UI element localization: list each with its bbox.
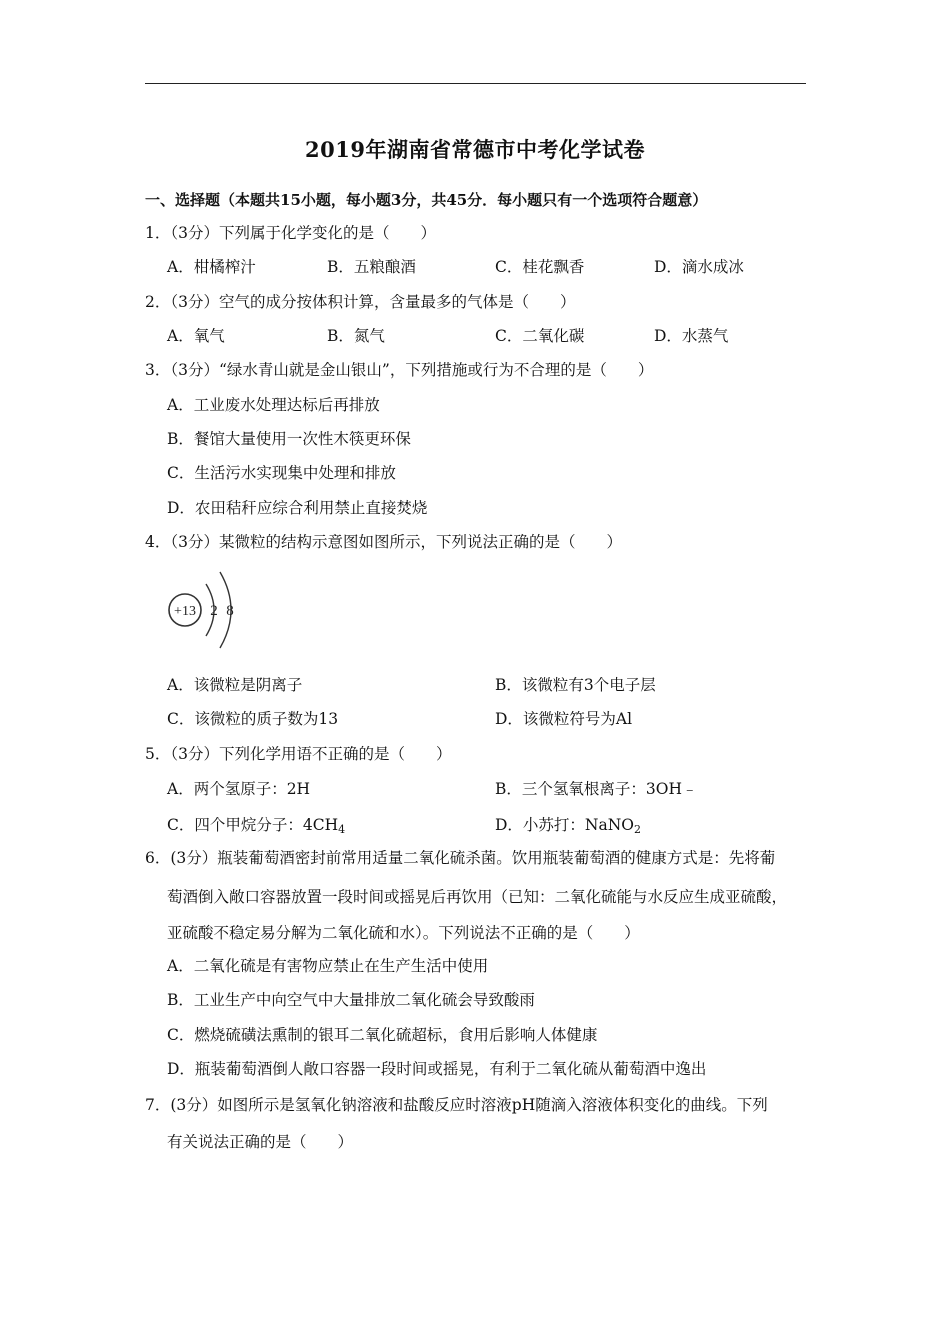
question-4-stem: 4．（3分）某微粒的结构示意图如图所示，下列说法正确的是（ ） (145, 533, 622, 551)
question-2-stem: 2．（3分）空气的成分按体积计算，含量最多的气体是（ ） (145, 293, 576, 311)
question-3-option-a: A．工业废水处理达标后再排放 (167, 396, 380, 414)
question-3-stem: 3．（3分）“绿水青山就是金山银山”，下列措施或行为不合理的是（ ） (145, 361, 654, 379)
subscript-4: 4 (338, 823, 346, 836)
option-c: C．该微粒的质子数为13 (167, 710, 339, 728)
question-6-stem-line1: 6．(3分）瓶装葡萄酒密封前常用适量二氧化硫杀菌。饮用瓶装葡萄酒的健康方式是：先将葡 (145, 849, 776, 867)
section-heading: 一、选择题（本题共15小题，每小题3分，共45分．每小题只有一个选项符合题意） (145, 191, 708, 209)
option-a: A．两个氢原子：2H (167, 780, 311, 798)
question-3-option-c: C．生活污水实现集中处理和排放 (167, 464, 396, 482)
option-b: B．三个氢氧根离子：3OH﹣ (495, 780, 698, 798)
question-6-option-c: C．燃烧硫磺法熏制的银耳二氧化硫超标，食用后影响人体健康 (167, 1026, 598, 1044)
question-3-option-d: D．农田秸秆应综合利用禁止直接焚烧 (167, 499, 428, 517)
question-6-option-b: B．工业生产中向空气中大量排放二氧化硫会导致酸雨 (167, 991, 535, 1009)
question-7-stem-line2: 有关说法正确的是（ ） (167, 1133, 354, 1151)
question-6-option-d: D．瓶装葡萄酒倒人敞口容器一段时间或摇晃，有利于二氧化硫从葡萄酒中逸出 (167, 1060, 707, 1078)
option-d: D．小苏打：NaNO$_2$ (495, 816, 642, 836)
page-title: 2019年湖南省常德市中考化学试卷 (305, 137, 645, 162)
question-5-stem: 5．（3分）下列化学用语不正确的是（ ） (145, 745, 452, 763)
shell-1-electrons: 2 (210, 603, 218, 619)
option-d: D．水蒸气 (654, 327, 729, 345)
nucleus-charge: +13 (174, 604, 196, 619)
question-1-options (167, 256, 807, 278)
shell-2-electrons: 8 (226, 603, 234, 619)
atom-structure-diagram (164, 566, 244, 650)
question-6-option-a: A．二氧化硫是有害物应禁止在生产生活中使用 (167, 957, 489, 975)
question-7-stem-line1: 7．(3分）如图所示是氢氧化钠溶液和盐酸反应时溶液pH随滴入溶液体积变化的曲线。下列 (145, 1096, 768, 1114)
option-a: A．该微粒是阴离子 (167, 676, 303, 694)
question-4-options-row1 (167, 674, 807, 696)
option-d: D．滴水成冰 (654, 258, 744, 276)
option-b: B．氮气 (327, 327, 385, 345)
option-a: A．柑橘榨汁 (167, 258, 256, 276)
option-c: C．桂花飘香 (495, 258, 585, 276)
question-1-stem: 1．（3分）下列属于化学变化的是（ ） (145, 224, 436, 242)
question-6-stem-line2: 萄酒倒入敞口容器放置一段时间或摇晃后再饮用（已知：二氧化硫能与水反应生成亚硫酸， (167, 888, 788, 906)
question-2-options (167, 325, 807, 347)
option-c: C．二氧化碳 (495, 327, 585, 345)
question-5-options-row2 (167, 814, 807, 836)
header-rule (145, 83, 806, 84)
option-c: C．四个甲烷分子：$4CH_4$ (167, 816, 346, 836)
option-b: B．五粮酿酒 (327, 258, 416, 276)
option-a: A．氧气 (167, 327, 225, 345)
subscript-2: 2 (634, 823, 642, 836)
option-b: B．该微粒有3个电子层 (495, 676, 656, 694)
question-5-options-row1 (167, 778, 807, 800)
question-4-options-row2 (167, 708, 807, 730)
question-3-option-b: B．餐馆大量使用一次性木筷更环保 (167, 430, 411, 448)
option-d: D．该微粒符号为Al (495, 710, 633, 728)
question-6-stem-line3: 亚硫酸不稳定易分解为二氧化硫和水）。下列说法不正确的是（ ） (167, 924, 640, 942)
